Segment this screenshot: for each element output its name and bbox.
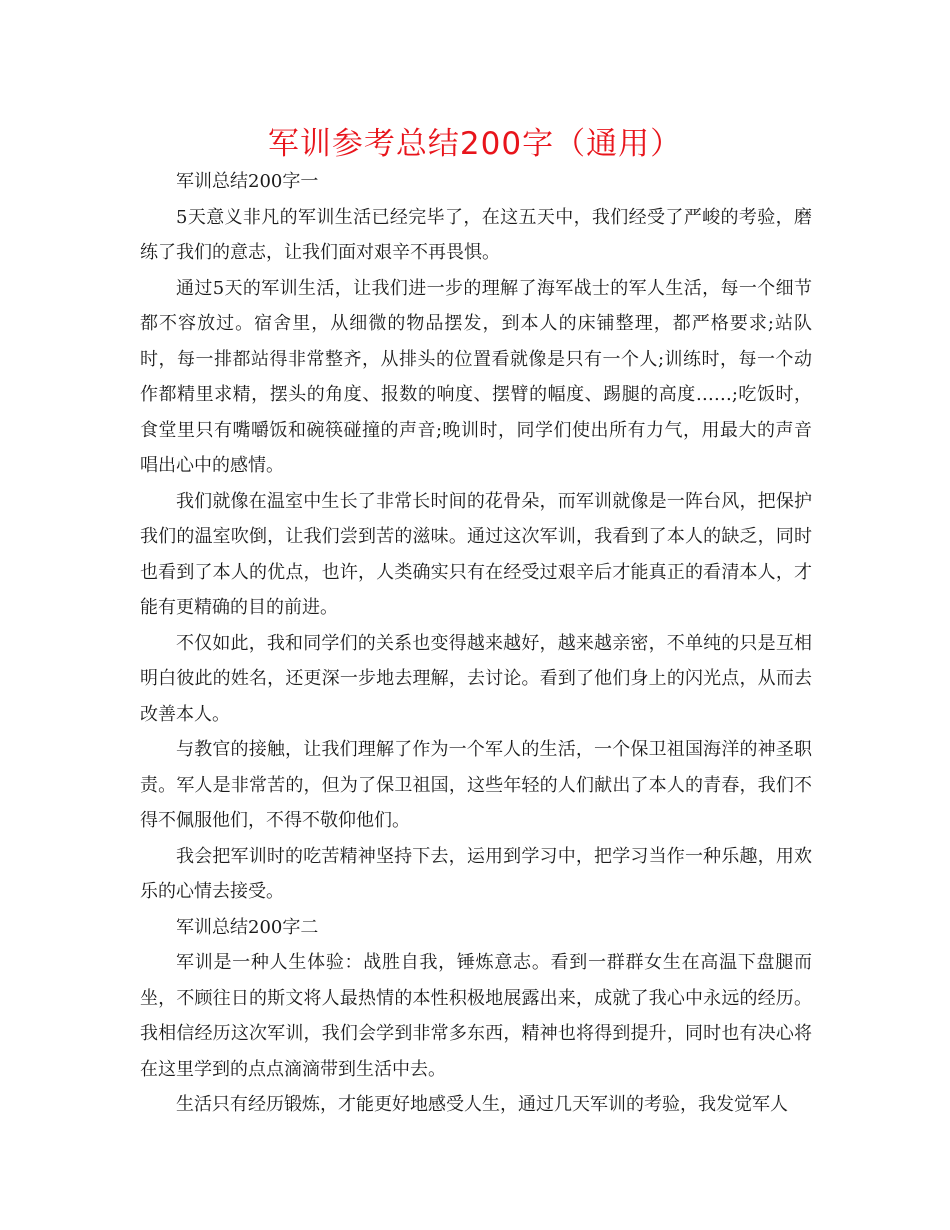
paragraph: 通过5天的军训生活，让我们进一步的理解了海军战士的军人生活，每一个细节都不容放过。宿舍里，从细微的物品摆发，到本人的床铺整理，都严格要求;站队时，每一排都站得非常整齐，从排头的位置看就像是只有一个人;训练时，每一个动作都精里求精，摆头的角度、报数的响度、摆臂的幅度、踢腿的高度……;吃饭时，食堂里只有嘴嚼饭和碗筷碰撞的声音;晚训时，同学们使出所有力气，用最大的声音唱出心中的感情。 — [140, 277, 812, 476]
paragraph: 我们就像在温室中生长了非常长时间的花骨朵，而军训就像是一阵台风，把保护我们的温室吹倒，让我们尝到苦的滋味。通过这次军训，我看到了本人的缺乏，同时也看到了本人的优点，也许，人类确实只有在经受过艰辛后才能真正的看清本人，才能有更精确的目的前进。 — [140, 490, 812, 618]
document-body — [140, 164, 812, 1123]
paragraph: 军训是一种人生体验：战胜自我，锤炼意志。看到一群群女生在高温下盘腿而坐，不顾往日的斯文将人最热情的本性积极地展露出来，成就了我心中永远的经历。我相信经历这次军训，我们会学到非常多东西，精神也将得到提升，同时也有决心将在这里学到的点点滴滴带到生活中去。 — [140, 952, 812, 1080]
paragraph: 我会把军训时的吃苦精神坚持下去，运用到学习中，把学习当作一种乐趣，用欢乐的心情去接受。 — [140, 845, 812, 902]
section-heading-1: 军训总结200字一 — [176, 171, 319, 192]
document-title: 军训参考总结200字（通用） — [267, 126, 683, 162]
section-heading-2: 军训总结200字二 — [176, 916, 319, 938]
paragraph: 生活只有经历锻炼，才能更好地感受人生，通过几天军训的考验，我发觉军人 — [176, 1094, 788, 1115]
paragraph: 5天意义非凡的军训生活已经完毕了，在这五天中，我们经受了严峻的考验，磨练了我们的意志，让我们面对艰辛不再畏惧。 — [140, 206, 812, 263]
paragraph: 不仅如此，我和同学们的关系也变得越来越好，越来越亲密，不单纯的只是互相明白彼此的姓名，还更深一步地去理解，去讨论。看到了他们身上的闪光点，从而去改善本人。 — [140, 632, 812, 725]
paragraph: 与教官的接触，让我们理解了作为一个军人的生活，一个保卫祖国海洋的神圣职责。军人是非常苦的，但为了保卫祖国，这些年轻的人们献出了本人的青春，我们不得不佩服他们，不得不敬仰他们。 — [140, 739, 812, 831]
